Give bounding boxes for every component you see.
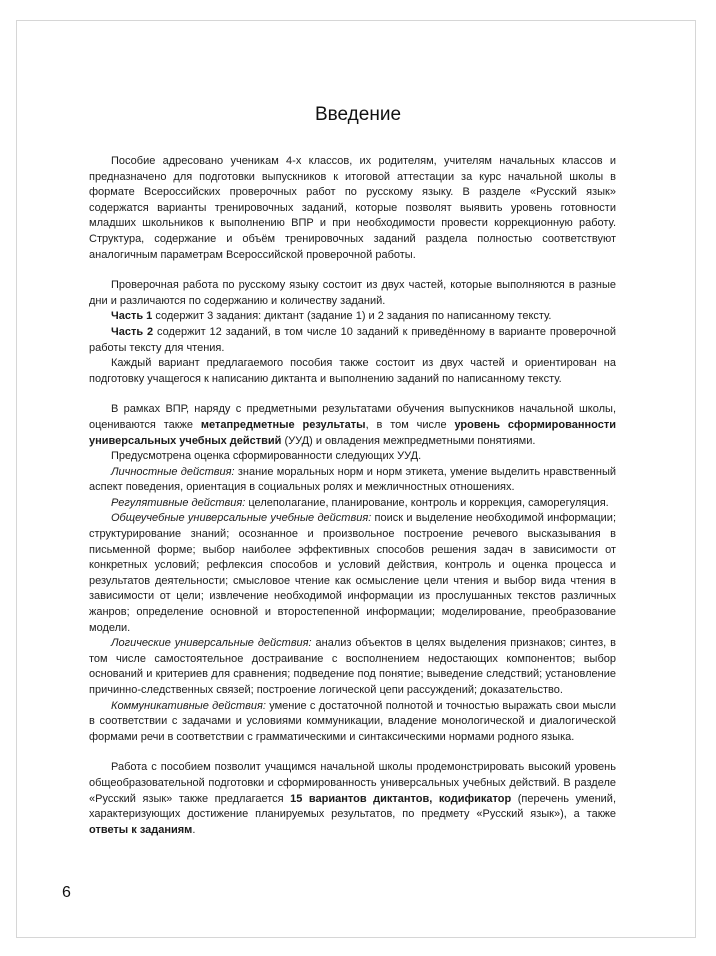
conclusion-text-1: Работа с пособием позволит учащимся начальной школы продемонстрировать высокий уровень общеобразовательной подготовки и сформированность универсальных учебных действий. В разделе «Русский язык» также предлагается bbox=[89, 761, 616, 805]
part-2-label: Часть 2 bbox=[111, 325, 154, 338]
logical-label: Логические универсальные действия: bbox=[111, 637, 312, 650]
general-learning-text: поиск и выделение необходимой информации; структурирование знаний; осознанное и произвольное построение речевого высказывания в письменной форме; выбор наиболее эффективных способов решения задач в зависимости от конкретных условий; рефлексия способов и условий действия, контроль и оценка процесса и результатов деятельности; смысловое чтение как осмысление цели чтения и выбор вида чтения в зависимости от цели; извлечение необходимой информации из прослушанных текстов различных жанров; определение основной и второстепенной информации; моделирование, преобразование модели. bbox=[89, 512, 616, 634]
personal-text: знание моральных норм и норм этикета, умение выделить нравственный аспект поведения, ориентация в социальных ролях и межличностных отношениях. bbox=[89, 465, 616, 494]
paragraph-logical bbox=[89, 636, 616, 698]
communicative-text: умение с достаточной полнотой и точностью выражать свои мысли в соответствии с задачами и условиями коммуникации, владение монологической и диалогической формами речи в соответствии с грамматическими и синтаксическими нормами родного языка. bbox=[89, 699, 616, 743]
general-learning-label: Общеучебные универсальные учебные действия: bbox=[111, 512, 372, 525]
vpr-text-1: В рамках ВПР, наряду с предметными результатами обучения выпускников начальной школы, оцениваются также bbox=[89, 403, 616, 431]
paragraph-structure: Проверочная работа по русскому языку состоит из двух частей, которые выполняются в разные дни и различаются по содержанию и количеству заданий. bbox=[89, 279, 616, 307]
paragraph-intro: Пособие адресовано ученикам 4-х классов, их родителям, учителям начальных классов и предназначено для подготовки выпускников к итоговой аттестации за курс начальной школы в формате Всероссийских проверочных работ по русскому языку. В разделе «Русский язык» содержатся варианты тренировочных заданий, которые позволят выявить уровень готовности младших школьников к выполнению ВПР и при необходимости провести коррекционную работу. Структура, содержание и объём тренировочных заданий раздела полностью соответствуют аналогичным параметрам Всероссийской проверочной работы. bbox=[89, 155, 616, 261]
vpr-bold-2: уровень сформированности универсальных учебных действий bbox=[89, 418, 616, 447]
logical-text: анализ объектов в целях выделения признаков; синтез, в том числе самостоятельное достраивание с восполнением недостающих компонентов; выбор оснований и критериев для сравнения; подведение под понятие; выведение следствий; установление причинно-следственных связей; построение логической цепи рассуждений; доказательство. bbox=[89, 637, 616, 696]
vpr-text-2: , в том числе bbox=[365, 418, 455, 431]
conclusion-bold-1: 15 вариантов диктантов, кодификатор bbox=[290, 792, 512, 805]
paragraph-general-learning bbox=[89, 511, 616, 636]
paragraph-regulative bbox=[89, 496, 616, 512]
vpr-bold-1: метапредметные результаты bbox=[200, 418, 366, 431]
paragraph-variant: Каждый вариант предлагаемого пособия также состоит из двух частей и ориентирован на подготовку учащегося к написанию диктанта и выполнению заданий по написанному тексту. bbox=[89, 357, 616, 385]
paragraph-communicative bbox=[89, 699, 616, 746]
part-1-text: содержит 3 задания: диктант (задание 1) и 2 задания по написанному тексту. bbox=[152, 310, 552, 323]
paragraph-uud-intro: Предусмотрена оценка сформированности следующих УУД. bbox=[111, 450, 422, 463]
paragraph-conclusion bbox=[89, 760, 616, 838]
conclusion-text-2: (перечень умений, характеризующих достижение планируемых результатов, по предмету «Русский язык»), а также bbox=[89, 792, 616, 821]
personal-label: Личностные действия: bbox=[111, 465, 235, 478]
paragraph-vpr bbox=[89, 402, 616, 449]
page-number: 6 bbox=[62, 884, 71, 901]
part-1-label: Часть 1 bbox=[111, 310, 153, 323]
regulative-text: целеполагание, планирование, контроль и коррекция, саморегуляция. bbox=[245, 496, 609, 509]
vpr-text-3: (УУД) и овладения межпредметными понятиями. bbox=[281, 434, 536, 447]
paragraph-personal bbox=[89, 465, 616, 496]
paragraph-part-1 bbox=[89, 309, 616, 325]
regulative-label: Регулятивные действия: bbox=[111, 496, 246, 509]
conclusion-bold-2: ответы к заданиям bbox=[89, 823, 193, 836]
body-text bbox=[89, 154, 616, 838]
communicative-label: Коммуникативные действия: bbox=[111, 699, 266, 712]
paragraph-part-2 bbox=[89, 325, 616, 356]
part-2-text: содержит 12 заданий, в том числе 10 заданий к приведённому в варианте проверочной работы тексту для чтения. bbox=[89, 325, 616, 354]
page-title: Введение bbox=[314, 104, 402, 125]
conclusion-text-3: . bbox=[192, 823, 196, 836]
